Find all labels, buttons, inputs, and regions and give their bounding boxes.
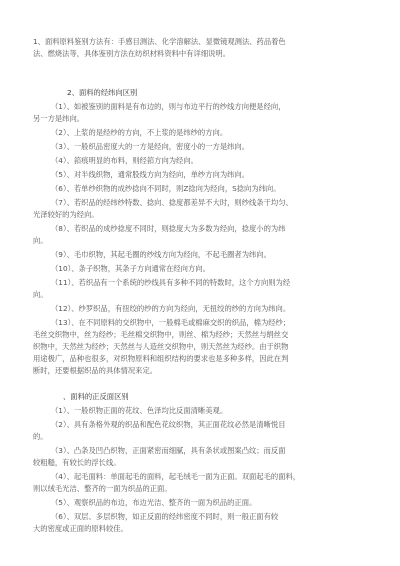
s3-line-8: （5）、观察织品的布边，布边光洁、整齐的一面为织品的正面。 xyxy=(51,498,257,507)
s2-line-13: （10）、条子织物，其条子方向通常在经向方向。 xyxy=(51,264,210,273)
s2-line-21: 断时，还要根据织品的具体情况来定。 xyxy=(33,366,158,375)
s3-line-2: （2）、具有条格外观的织品和配色花纹织物，其正面花纹必然是清晰悦目 xyxy=(51,420,286,429)
s3-line-4: （3）、凸条及凹凸织物，正面紧密而细腻，具有条状或图案凸纹；而反面 xyxy=(51,446,286,455)
intro-line-1: 1、面料原料鉴别方法有：手感目测法、化学溶解法、显微镜观测法、药品着色 xyxy=(33,37,286,46)
s2-line-17: （13）、在不同原料的交织物中，一般棉毛或棉麻交织的织品，棉为经纱； xyxy=(51,318,291,327)
s3-line-6: （4）、起毛面料：单面起毛的面料，起毛绒毛一面为正面。双面起毛的面料， xyxy=(51,472,301,481)
section-3-heading: 、面料的正反面区别 xyxy=(63,392,129,401)
s2-line-19: 织物中，天然丝为经纱；天然丝与人造丝交织物中，则天然丝为经纱。由于织物 xyxy=(33,342,289,351)
s2-line-2: 另一方是纬向。 xyxy=(33,114,85,123)
s2-line-16: （12）、纱罗织品，有扭绞的纱的方向为经向，无扭绞的纱的方向为纬向。 xyxy=(51,304,291,313)
s2-line-3: （2）、上浆的是经纱的方向，不上浆的是纬纱的方向。 xyxy=(51,128,228,137)
s2-line-12: （9）、毛巾织物，其起毛圈的纱线方向为经向，不起毛圈者为纬向。 xyxy=(51,250,271,259)
s2-line-7: （6）、若单纱织物的成纱捻向不同时，则Z捻向为经向，S捻向为纬向。 xyxy=(51,184,281,193)
s3-line-3: 的。 xyxy=(33,432,48,441)
s2-line-18: 毛丝交织物中，丝为经纱；毛丝棉交织物中，则丝、棉为经纱；天然丝与绢丝交 xyxy=(33,330,289,339)
s3-line-1: （1）、一般织物正面的花纹、色泽均比反面清晰美观。 xyxy=(51,406,228,415)
s2-line-15: 向。 xyxy=(33,290,48,299)
s2-line-5: （4）、筘痕明显的布料，则经筘方向为经向。 xyxy=(51,156,198,165)
s2-line-14: （11）、若织品有一个系统的纱线具有多种不同的特数时，这个方向则为经 xyxy=(51,278,291,287)
s2-line-4: （3）、一般织品密度大的一方是经向，密度小的一方是纬向。 xyxy=(51,142,250,151)
s2-line-1: （1）、如被鉴别的面料是有布边的，则与布边平行的纱线方向便是经向， xyxy=(51,102,286,111)
s2-line-10: （8）、若织品的成纱捻度不同时，则捻度大为多数为经向，捻度小的为纬 xyxy=(51,224,286,233)
s3-line-5: 较粗糙，有较长的浮长线。 xyxy=(33,458,121,467)
s2-line-6: （5）、对半线织物，通常股线方向为经向，单纱方向为纬向。 xyxy=(51,170,250,179)
s2-line-20: 用途极广，品种也很多，对织物原料和组织结构的要求也是多种多样，因此在判 xyxy=(33,354,289,363)
s2-line-9: 光泽较好的为经向。 xyxy=(33,210,99,219)
s3-line-10: 大的密度或正面的原料较佳。 xyxy=(33,524,128,533)
s3-line-9: （6）、双层、多层织物，如正反面的经纬密度不同时，则一般正面有较 xyxy=(51,512,279,521)
s2-line-8: （7）、若织品的经纬纱特数、捻向、捻度都差异不大时，则纱线条干均匀、 xyxy=(51,198,293,207)
s3-line-7: 则以绒毛光洁、整齐的一面为织品的正面。 xyxy=(33,484,172,493)
s2-line-11: 向。 xyxy=(33,236,48,245)
intro-line-2: 法、燃烧法等，具体鉴别方法在纺织材料资料中有详细说明。 xyxy=(33,49,231,58)
section-2-heading: 2、面料的经纬向区别 xyxy=(67,88,138,97)
